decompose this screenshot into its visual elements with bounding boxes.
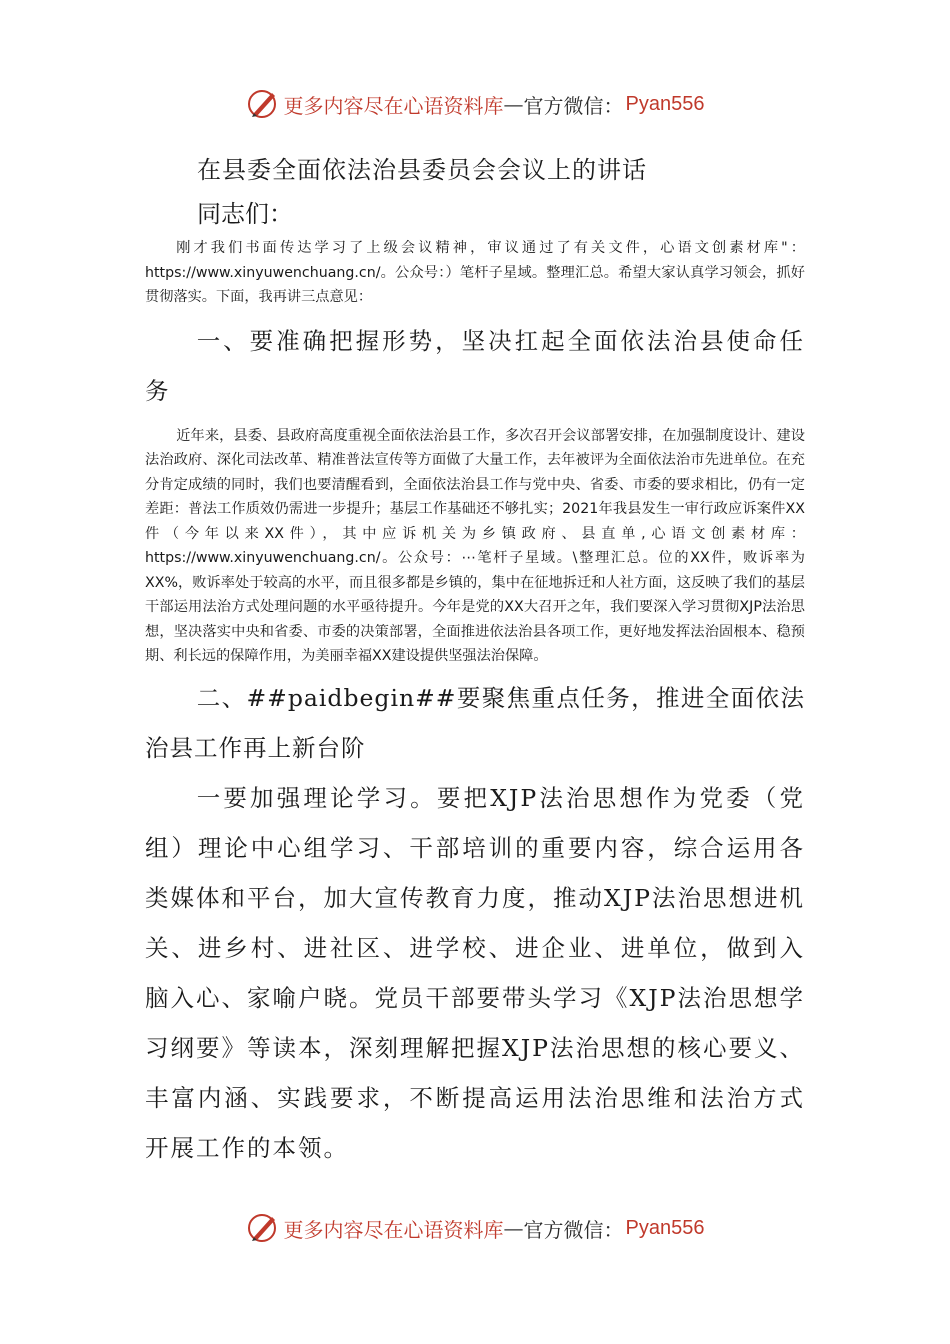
section-heading-1: 一、要准确把握形势，坚决扛起全面依法治县使命任务 [145,326,805,405]
pen-logo-icon [246,87,280,121]
pen-logo-icon [246,1211,280,1245]
header-banner [0,84,950,124]
banner-wechat-id: Pyan556 [625,92,705,115]
banner-separator: — [503,1216,524,1240]
document-title: 在县委全面依法治县委员会会议上的讲话 [197,156,647,184]
intro-paragraph: 刚才我们书面传达学习了上级会议精神，审议通过了有关文件，心语文创素材库"：https://www.xinyuwenchuang.cn/。公众号：）笔杆子星域。整理汇总。希望大家认真学习领会，抓好贯彻落实。下面，我再讲三点意见： [145,240,805,305]
banner-wechat-id: Pyan556 [625,1216,705,1239]
banner-text: 更多内容尽在心语资料库 [283,1217,504,1242]
footer-banner [0,1208,950,1248]
banner-text: 更多内容尽在心语资料库 [283,93,504,118]
document-body [145,150,805,1173]
section-heading-2: 二、##paidbegin##要聚焦重点任务，推进全面依法治县工作再上新台阶 [145,683,805,762]
section-2-paragraph: 一要加强理论学习。要把XJP法治思想作为党委（党组）理论中心组学习、干部培训的重要内容，综合运用各类媒体和平台，加大宣传教育力度，推动XJP法治思想进机关、进乡村、进社区、进学校、进企业、进单位，做到入脑入心、家喻户晓。党员干部要带头学习《XJP法治思想学习纲要》等读本，深刻理解把握XJP法治思想的核心要义、丰富内涵、实践要求，不断提高运用法治思维和法治方式开展工作的本领。 [145,783,805,1162]
banner-separator: — [503,92,524,116]
salutation: 同志们： [197,200,293,228]
banner-wechat-label: 官方微信： [523,93,624,118]
section-1-paragraph: 近年来，县委、县政府高度重视全面依法治县工作，多次召开会议部署安排，在加强制度设计、建设法治政府、深化司法改革、精准普法宣传等方面做了大量工作，去年被评为全面依法治市先进单位。在充分肯定成绩的同时，我们也要清醒看到，全面依法治县工作与党中央、省委、市委的要求相比，仍有一定差距：普法工作质效仍需进一步提升；基层工作基础还不够扎实；2021年我县发生一审行政应诉案件XX件（今年以来XX件），其中应诉机关为乡镇政府、县直单,心语文创素材库：https://www.xinyuwenchuang.cn/。公众号：⋯笔杆子星域。\整理汇总。位的XX件，败诉率为XX%，败诉率处于较高的水平，而且很多都是乡镇的，集中在征地拆迁和人社方面，这反映了我们的基层干部运用法治方式处理问题的水平亟待提升。今年是党的XX大召开之年，我们要深入学习贯彻XJP法治思想，坚决落实中央和省委、市委的决策部署，全面推进依法治县各项工作，更好地发挥法治固根本、稳预期、利长远的保障作用，为美丽幸福XX建设提供坚强法治保障。 [145,427,805,664]
banner-wechat-label: 官方微信： [523,1217,624,1242]
